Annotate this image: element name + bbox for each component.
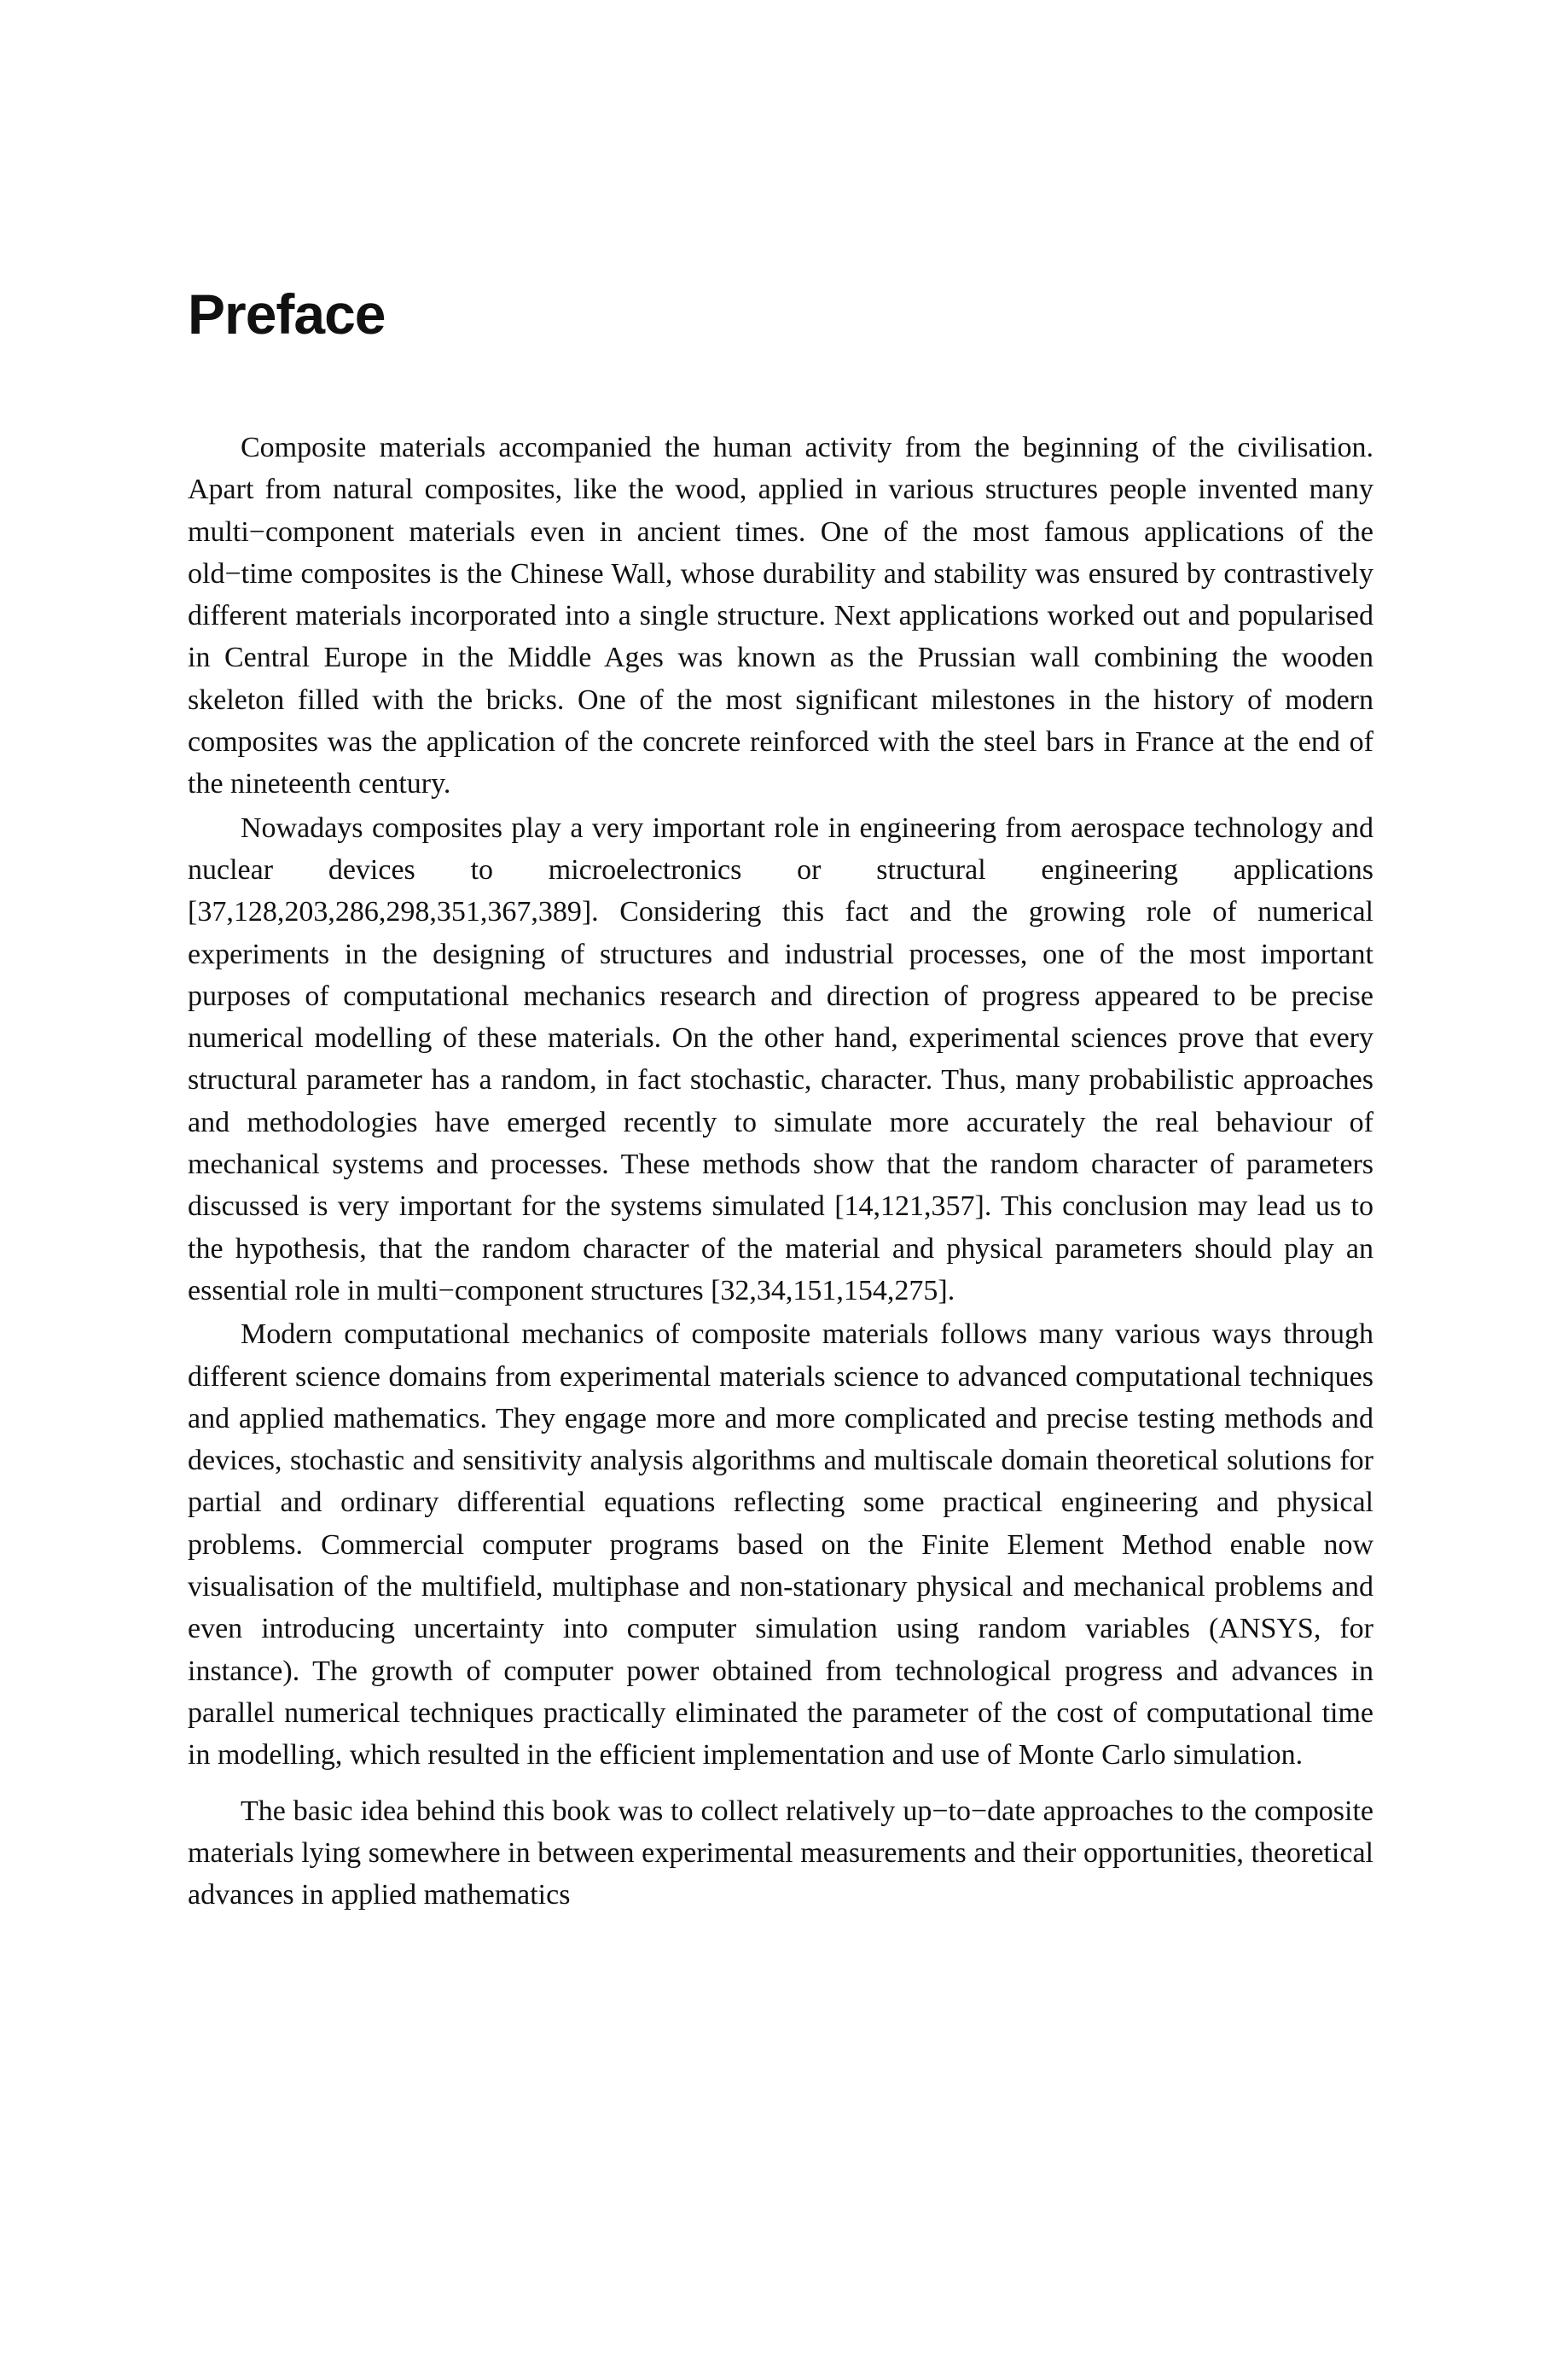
paragraph-3: Modern computational mechanics of composite materials follows many various ways through different science domains from experimental materials science to advanced computational techniques and applied mathematics. They engage more and more complicated and precise testing methods and devices, stochastic and sensitivity analysis algorithms and multiscale domain theoretical solutions for partial and ordinary differential equations reflecting some practical engineering and physical problems. Commercial computer programs based on the Finite Element Method enable now visualisation of the multifield, multiphase and non-stationary physical and mechanical problems and even introducing uncertainty into computer simulation using random variables (ANSYS, for instance). The growth of computer power obtained from technological progress and advances in parallel numerical techniques practically eliminated the parameter of the cost of computational time in modelling, which resulted in the efficient implementation and use of Monte Carlo simulation. (188, 1318, 1373, 1772)
paragraph-2: Nowadays composites play a very important role in engineering from aerospace technology and nuclear devices to microelectronics or structural engineering applications [37,128,203,286,298,351,367,389]. Considering this fact and the growing role of numerical experiments in the designing of structures and industrial processes, one of the most important purposes of computational mechanics research and direction of progress appeared to be precise numerical modelling of these materials. On the other hand, experimental sciences prove that every structural parameter has a random, in fact stochastic, character. Thus, many probabilistic approaches and methodologies have emerged recently to simulate more accurately the real behaviour of mechanical systems and processes. These methods show that the random character of parameters discussed is very important for the systems simulated [14,121,357]. This conclusion may lead us to the hypothesis, that the random character of the material and physical parameters should play an essential role in multi−component structures [32,34,151,154,275]. (188, 812, 1373, 1306)
preface-body (188, 427, 1373, 1916)
paragraph-4: The basic idea behind this book was to collect relatively up−to−date approaches to the composite materials lying somewhere in between experimental measurements and their opportunities, theoretical advances in applied mathematics (188, 1795, 1373, 1911)
page-title: Preface (188, 282, 386, 346)
paragraph-1: Composite materials accompanied the human activity from the beginning of the civilisation. Apart from natural composites, like the wood, applied in various structures people invented many multi−component materials even in ancient times. One of the most famous applications of the old−time composites is the Chinese Wall, whose durability and stability was ensured by contrastively different materials incorporated into a single structure. Next applications worked out and popularised in Central Europe in the Middle Ages was known as the Prussian wall combining the wooden skeleton filled with the bricks. One of the most significant milestones in the history of modern composites was the application of the concrete reinforced with the steel bars in France at the end of the nineteenth century. (188, 432, 1373, 800)
